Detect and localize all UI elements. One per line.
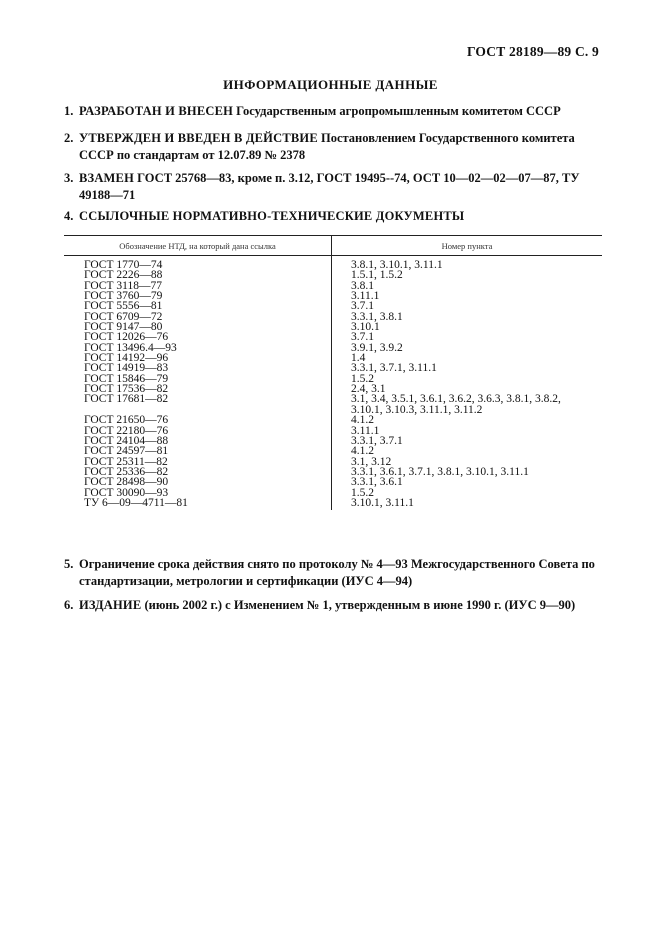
item-number: 3. <box>64 171 74 185</box>
table-cell-ntd: ГОСТ 14919—83 <box>84 362 169 375</box>
table-cell-points: 3.9.1, 3.9.2 <box>351 341 403 354</box>
table-cell-ntd: ТУ 6—09—4711—81 <box>84 496 188 509</box>
table-cell-points: 4.1.2 <box>351 445 374 458</box>
table-cell-ntd: ГОСТ 15846—79 <box>84 372 169 385</box>
table-cell-ntd: ГОСТ 5556—81 <box>84 300 163 313</box>
table-cell-points: 1.5.2 <box>351 486 374 499</box>
table-cell-points: 3.8.1 <box>351 279 374 292</box>
item-text: ГОСТ 25768—83, кроме п. 3.12, ГОСТ 19495--74, ОСТ 10—02—02—07—87, ТУ 49188—71 <box>79 171 580 202</box>
item-caps: УТВЕРЖДЕН И ВВЕДЕН В ДЕЙСТВИЕ <box>79 131 318 145</box>
item-number: 1. <box>64 104 74 118</box>
table-cell-ntd: ГОСТ 28498—90 <box>84 476 169 489</box>
column-header-ntd: Обозначение НТД, на который дана ссылка <box>64 236 332 255</box>
table-cell-points: 3.7.1 <box>351 331 374 344</box>
table-cell-ntd: ГОСТ 9147—80 <box>84 321 163 334</box>
table-cell-ntd: ГОСТ 24104—88 <box>84 434 169 447</box>
item-1 <box>64 103 602 120</box>
table-cell-ntd: ГОСТ 24597—81 <box>84 445 169 458</box>
table-cell-ntd: ГОСТ 1770—74 <box>84 259 163 271</box>
table-cell-points: 3.10.1, 3.11.1 <box>351 496 414 509</box>
item-4 <box>64 208 602 225</box>
table-cell-ntd: ГОСТ 2226—88 <box>84 269 163 282</box>
table-cell-points: 3.3.1, 3.7.1, 3.11.1 <box>351 362 437 375</box>
item-caps: ВЗАМЕН <box>79 171 135 185</box>
item-caps: ССЫЛОЧНЫЕ НОРМАТИВНО-ТЕХНИЧЕСКИЕ ДОКУМЕНТЫ <box>79 209 465 223</box>
item-6 <box>64 597 602 614</box>
item-number: 2. <box>64 131 74 145</box>
table-cell-ntd: ГОСТ 21650—76 <box>84 414 169 427</box>
table-cell-points: 3.7.1 <box>351 300 374 313</box>
table-cell-points: 3.10.1 <box>351 321 380 334</box>
item-5 <box>64 556 602 590</box>
table-cell-ntd: ГОСТ 6709—72 <box>84 310 163 323</box>
table-cell-ntd: ГОСТ 25311—82 <box>84 455 168 468</box>
table-cell-ntd: ГОСТ 25336—82 <box>84 465 169 478</box>
table-cell-ntd: ГОСТ 22180—76 <box>84 424 169 437</box>
page-header: ГОСТ 28189—89 С. 9 <box>466 44 599 59</box>
table-cell-points: 3.1, 3.12 <box>351 455 392 468</box>
table-cell-ntd: ГОСТ 3760—79 <box>84 290 163 303</box>
table-cell-points: 3.11.1 <box>351 424 380 437</box>
item-number: 5. <box>64 557 74 571</box>
item-text: Ограничение срока действия снято по протоколу № 4—93 Межгосударственного Совета по стандартизации, метрологии и сертификации (ИУС 4—94) <box>79 557 595 588</box>
points-column <box>332 256 602 510</box>
table-cell-ntd: ГОСТ 3118—77 <box>84 279 162 292</box>
item-caps: ИЗДАНИЕ <box>79 598 142 612</box>
table-cell-points: 1.5.2 <box>351 372 374 385</box>
table-cell-points: 3.3.1, 3.8.1 <box>351 310 403 323</box>
references-table <box>64 235 602 510</box>
table-cell-ntd: ГОСТ 12026—76 <box>84 331 169 344</box>
item-number: 4. <box>64 209 74 223</box>
table-cell-points: 1.4 <box>351 352 366 365</box>
ntd-column <box>64 256 332 510</box>
table-cell-points: 4.1.2 <box>351 414 374 427</box>
table-cell-ntd: ГОСТ 13496.4—93 <box>84 341 177 354</box>
column-header-points: Номер пункта <box>441 240 493 251</box>
table-body <box>64 256 602 510</box>
item-3 <box>64 170 602 204</box>
table-cell-ntd: ГОСТ 14192—96 <box>84 352 169 365</box>
table-cell-ntd: ГОСТ 17681—82 <box>84 393 169 406</box>
table-cell-points: 1.5.1, 1.5.2 <box>351 269 403 282</box>
table-cell-points: 2.4, 3.1 <box>351 383 386 396</box>
item-2 <box>64 130 602 164</box>
page-title: ИНФОРМАЦИОННЫЕ ДАННЫЕ <box>223 77 438 92</box>
table-cell-points: 3.3.1, 3.6.1, 3.7.1, 3.8.1, 3.10.1, 3.11.1 <box>351 465 529 478</box>
table-cell-ntd: ГОСТ 17536—82 <box>84 383 169 396</box>
table-header <box>64 236 602 256</box>
item-text: Постановлением Государственного комитета СССР по стандартам от 12.07.89 № 2378 <box>79 131 575 162</box>
table-cell-points: 3.1, 3.4, 3.5.1, 3.6.1, 3.6.2, 3.6.3, 3.8.1, 3.8.2, 3.10.1, 3.10.3, 3.11.1, 3.11.2 <box>351 393 561 416</box>
item-caps: РАЗРАБОТАН И ВНЕСЕН <box>79 104 234 118</box>
table-cell-points: 3.8.1, 3.10.1, 3.11.1 <box>351 259 443 271</box>
item-text: (июнь 2002 г.) с Изменением № 1, утвержденным в июне 1990 г. (ИУС 9—90) <box>144 598 576 612</box>
table-cell-points: 3.11.1 <box>351 290 380 303</box>
item-number: 6. <box>64 598 74 612</box>
item-text: Государственным агропромышленным комитетом СССР <box>236 104 561 118</box>
table-cell-ntd: ГОСТ 30090—93 <box>84 486 169 499</box>
table-cell-points: 3.3.1, 3.6.1 <box>351 476 403 489</box>
table-cell-points: 3.3.1, 3.7.1 <box>351 434 403 447</box>
